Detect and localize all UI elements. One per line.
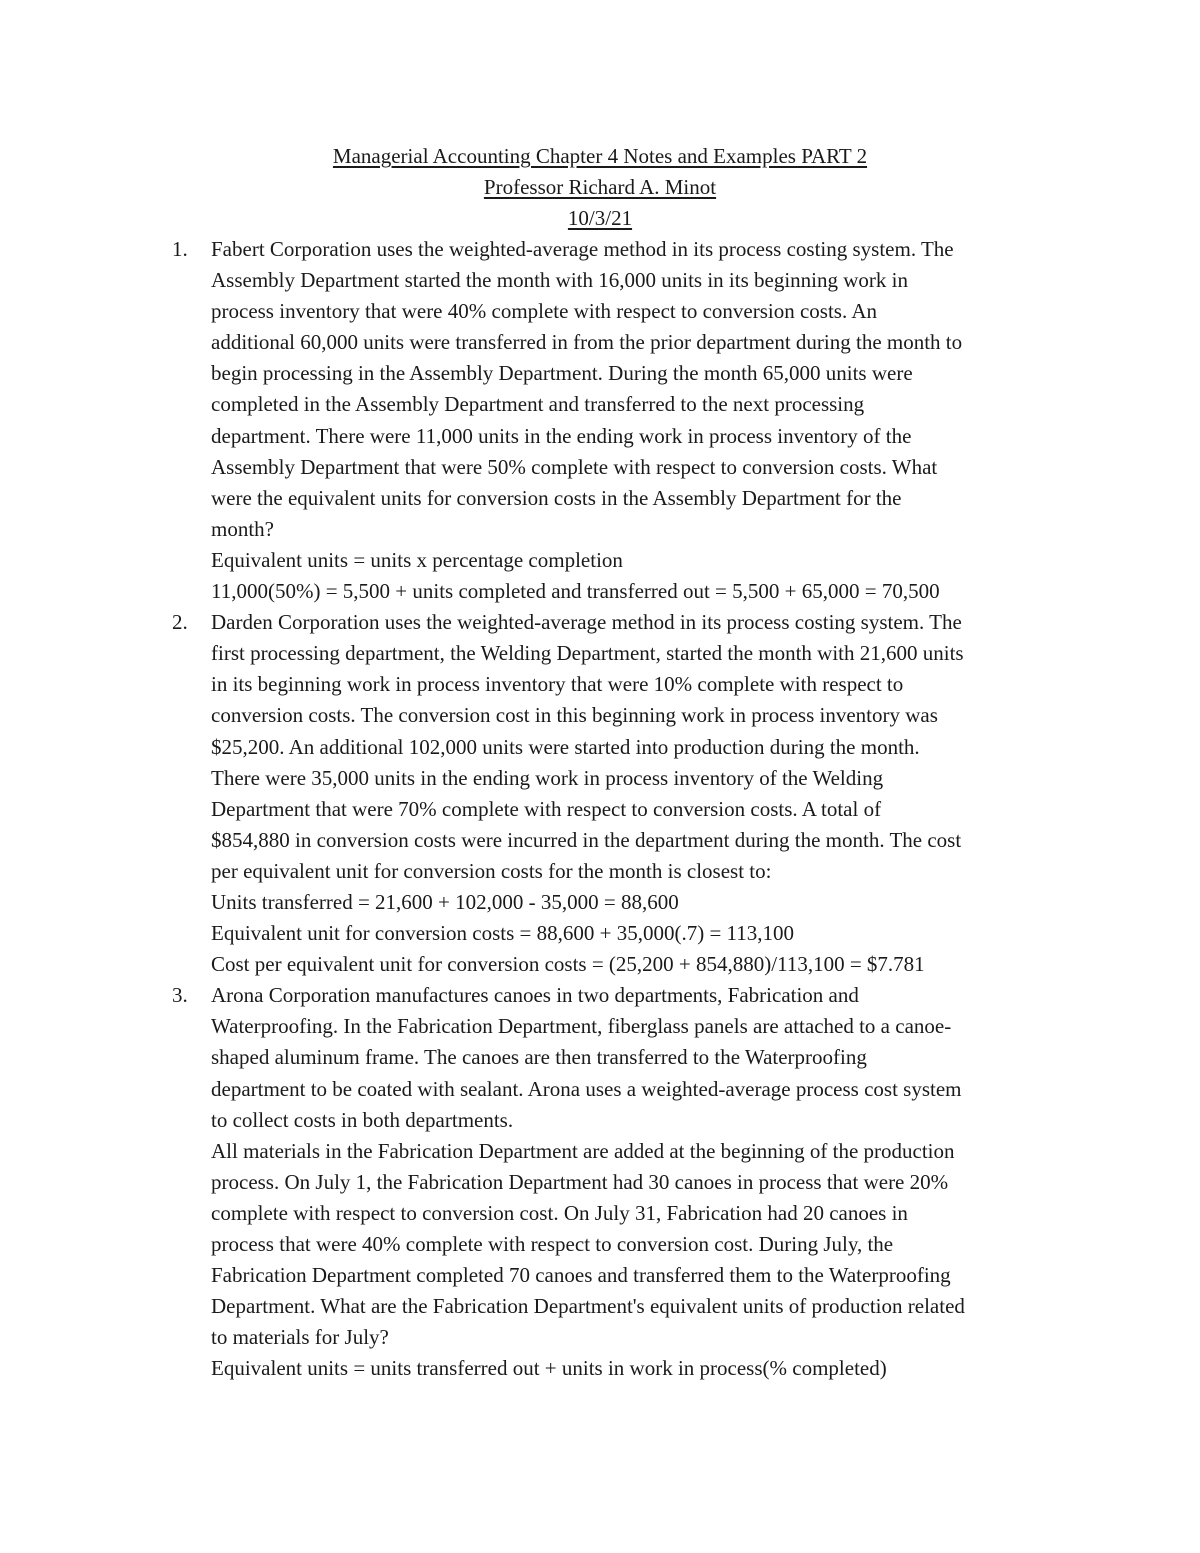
problem-list bbox=[172, 234, 1072, 1384]
problem-line: Fabert Corporation uses the weighted-average method in its process costing system. The bbox=[211, 237, 954, 261]
problem-line: to materials for July? bbox=[211, 1325, 389, 1350]
problem-line: completed in the Assembly Department and transferred to the next processing bbox=[211, 392, 865, 417]
solution-line: 11,000(50%) = 5,500 + units completed and transferred out = 5,500 + 65,000 = 70,500 bbox=[211, 579, 940, 604]
problem-number: 1. bbox=[172, 237, 188, 261]
problem-2 bbox=[172, 607, 1072, 980]
problem-line: complete with respect to conversion cost. On July 31, Fabrication had 20 canoes in bbox=[211, 1200, 908, 1225]
document-author: Professor Richard A. Minot bbox=[483, 175, 717, 199]
solution-line: Equivalent units = units x percentage completion bbox=[211, 547, 623, 572]
problem-line: Fabrication Department completed 70 canoes and transferred them to the Waterproofing bbox=[211, 1263, 951, 1288]
document-date: 10/3/21 bbox=[567, 206, 633, 230]
problem-line: month? bbox=[211, 516, 274, 541]
problem-line: department to be coated with sealant. Arona uses a weighted-average process cost system bbox=[211, 1076, 962, 1101]
document-title: Managerial Accounting Chapter 4 Notes and Examples PART 2 bbox=[332, 144, 868, 168]
problem-line: Darden Corporation uses the weighted-average method in its process costing system. The bbox=[211, 610, 962, 635]
problem-line: Department that were 70% complete with respect to conversion costs. A total of bbox=[211, 796, 882, 821]
solution-line: Equivalent unit for conversion costs = 88,600 + 35,000(.7) = 113,100 bbox=[211, 921, 795, 946]
problem-line: All materials in the Fabrication Department are added at the beginning of the production bbox=[211, 1138, 955, 1163]
solution-line: Equivalent units = units transferred out + units in work in process(% completed) bbox=[211, 1356, 887, 1381]
problem-line: per equivalent unit for conversion costs for the month is closest to: bbox=[211, 858, 772, 883]
problem-line: process inventory that were 40% complete with respect to conversion costs. An bbox=[211, 299, 877, 324]
problem-number: 3. bbox=[172, 983, 188, 1008]
problem-line: shaped aluminum frame. The canoes are then transferred to the Waterproofing bbox=[211, 1045, 867, 1070]
problem-line: Assembly Department started the month with 16,000 units in its beginning work in bbox=[211, 268, 909, 293]
problem-line: were the equivalent units for conversion costs in the Assembly Department for the bbox=[211, 485, 902, 510]
solution-line: Cost per equivalent unit for conversion costs = (25,200 + 854,880)/113,100 = $7.781 bbox=[211, 952, 925, 977]
problem-line: $854,880 in conversion costs were incurred in the department during the month. The cost bbox=[211, 827, 962, 852]
document-header bbox=[0, 141, 1200, 234]
problem-line: Department. What are the Fabrication Department's equivalent units of production related bbox=[211, 1294, 965, 1319]
problem-number: 2. bbox=[172, 610, 188, 635]
problem-line: department. There were 11,000 units in the ending work in process inventory of the bbox=[211, 423, 912, 448]
problem-line: Waterproofing. In the Fabrication Department, fiberglass panels are attached to a canoe- bbox=[211, 1014, 952, 1039]
problem-3 bbox=[172, 980, 1072, 1384]
problem-line: in its beginning work in process inventory that were 10% complete with respect to bbox=[211, 672, 904, 697]
problem-line: to collect costs in both departments. bbox=[211, 1107, 514, 1132]
problem-line: first processing department, the Welding Department, started the month with 21,600 units bbox=[211, 641, 964, 666]
problem-line: $25,200. An additional 102,000 units were started into production during the month. bbox=[211, 734, 920, 759]
problem-line: begin processing in the Assembly Department. During the month 65,000 units were bbox=[211, 361, 913, 386]
problem-line: Assembly Department that were 50% complete with respect to conversion costs. What bbox=[211, 454, 938, 479]
problem-line: process that were 40% complete with respect to conversion cost. During July, the bbox=[211, 1232, 894, 1256]
problem-line: additional 60,000 units were transferred in from the prior department during the month to bbox=[211, 330, 963, 355]
problem-1 bbox=[172, 234, 1072, 607]
problem-line: conversion costs. The conversion cost in this beginning work in process inventory was bbox=[211, 703, 938, 728]
problem-line: There were 35,000 units in the ending work in process inventory of the Welding bbox=[211, 765, 884, 790]
problem-line: Arona Corporation manufactures canoes in two departments, Fabrication and bbox=[211, 983, 859, 1008]
solution-line: Units transferred = 21,600 + 102,000 - 35,000 = 88,600 bbox=[211, 889, 679, 914]
problem-line: process. On July 1, the Fabrication Department had 30 canoes in process that were 20% bbox=[211, 1169, 949, 1194]
